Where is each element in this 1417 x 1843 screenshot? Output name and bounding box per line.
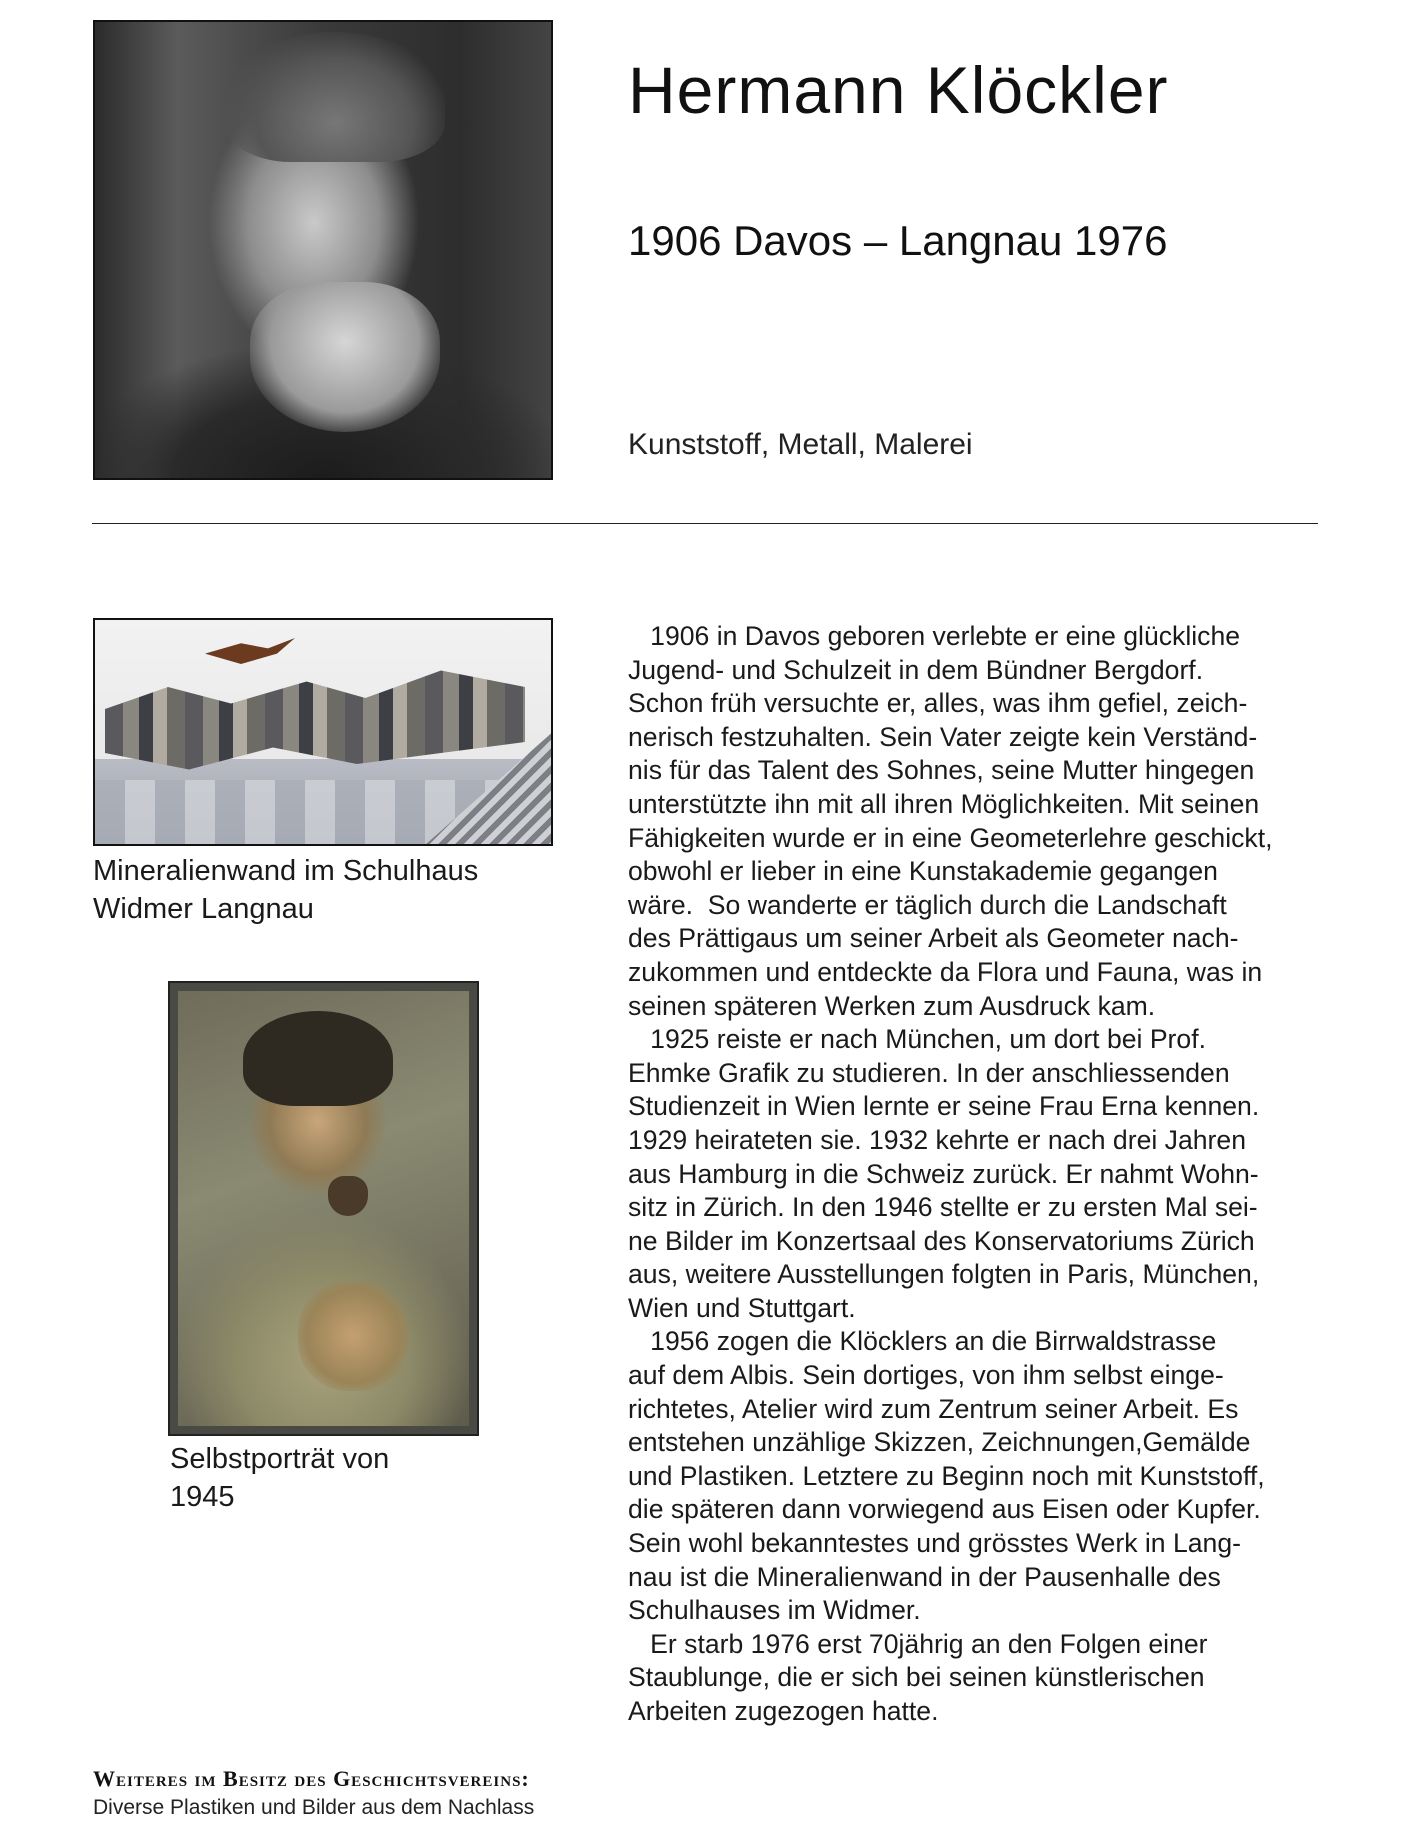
biography-line: Jugend- und Schulzeit in dem Bündner Bergdorf. bbox=[628, 654, 1204, 685]
biography-line: 1906 in Davos geboren verlebte er eine glückliche bbox=[628, 621, 1241, 651]
media-line: Kunststoff, Metall, Malerei bbox=[628, 428, 973, 461]
biography-line: Arbeiten zugezogen hatte. bbox=[628, 1696, 939, 1726]
mineral-wall-photo bbox=[93, 618, 553, 846]
self-portrait-painting bbox=[170, 983, 477, 1434]
portrait-photo bbox=[93, 20, 553, 480]
biography-line: Sein wohl bekanntestes und grösstes Werk in Lang- bbox=[628, 1528, 1241, 1559]
biography-line: ne Bilder im Konzertsaal des Konservatoriums Zürich bbox=[628, 1225, 1255, 1256]
biography-line: die späteren dann vorwiegend aus Eisen oder Kupfer. bbox=[628, 1494, 1261, 1525]
footer-heading: Weiteres im Besitz des Geschichtsvereins: bbox=[93, 1766, 530, 1791]
biography-line: aus Hamburg in die Schweiz zurück. Er nahmt Wohn- bbox=[628, 1158, 1259, 1189]
footer-note: Diverse Plastiken und Bilder aus dem Nachlass bbox=[93, 1796, 535, 1819]
biography-line: Studienzeit in Wien lernte er seine Frau Erna kennen. bbox=[628, 1091, 1260, 1122]
biography-line: nis für das Talent des Sohnes, seine Mutter hingegen bbox=[628, 755, 1255, 786]
biography-line: unterstützte ihn mit all ihren Möglichkeiten. Mit seinen bbox=[628, 788, 1260, 819]
biography-line: nerisch festzuhalten. Sein Vater zeigte kein Verständ- bbox=[628, 721, 1258, 752]
selfportrait-caption-line: Selbstporträt von bbox=[170, 1443, 390, 1475]
biography-line: obwohl er lieber in eine Kunstakademie gegangen bbox=[628, 856, 1218, 887]
painting-hand bbox=[298, 1281, 408, 1391]
biography-line: Schulhauses im Widmer. bbox=[628, 1595, 921, 1626]
portrait-beard bbox=[250, 282, 440, 432]
biography-line: Schon früh versuchte er, alles, was ihm gefiel, zeich- bbox=[628, 688, 1248, 719]
page-title: Hermann Klöckler bbox=[628, 53, 1169, 127]
life-dates: 1906 Davos – Langnau 1976 bbox=[628, 217, 1168, 264]
biography-line: zukommen und entdeckte da Flora und Fauna, was in bbox=[628, 956, 1263, 987]
mural-caption bbox=[93, 852, 478, 928]
biography-line: sitz in Zürich. In den 1946 stellte er zu ersten Mal sei- bbox=[628, 1192, 1258, 1223]
biography-line: 1956 zogen die Klöcklers an die Birrwaldstrasse bbox=[628, 1326, 1217, 1357]
biography-text bbox=[628, 620, 1298, 1729]
biography-line: auf dem Albis. Sein dortiges, von ihm selbst einge- bbox=[628, 1360, 1224, 1391]
mural-artwork bbox=[105, 665, 525, 775]
selfportrait-caption bbox=[170, 1440, 389, 1516]
biography-line: Staublunge, die er sich bei seinen künstlerischen bbox=[628, 1662, 1205, 1693]
mural-caption-line: Mineralienwand im Schulhaus bbox=[93, 855, 479, 887]
biography-line: und Plastiken. Letztere zu Beginn noch mit Kunststoff, bbox=[628, 1460, 1265, 1491]
biography-line: nau ist die Mineralienwand in der Pausenhalle des bbox=[628, 1561, 1221, 1592]
biography-line: seinen späteren Werken zum Ausdruck kam. bbox=[628, 990, 1156, 1021]
divider bbox=[92, 523, 1318, 524]
biography-line: des Prättigaus um seiner Arbeit als Geometer nach- bbox=[628, 923, 1239, 954]
biography-line: richtetes, Atelier wird zum Zentrum seiner Arbeit. Es bbox=[628, 1393, 1239, 1424]
biography-line: Er starb 1976 erst 70jährig an den Folgen einer bbox=[628, 1628, 1208, 1659]
biography-line: Ehmke Grafik zu studieren. In der anschliessenden bbox=[628, 1057, 1230, 1088]
portrait-hair bbox=[225, 32, 445, 162]
biography-line: aus, weitere Ausstellungen folgten in Paris, München, bbox=[628, 1259, 1260, 1290]
mural-caption-line: Widmer Langnau bbox=[93, 893, 314, 925]
biography-line: entstehen unzählige Skizzen, Zeichnungen,Gemälde bbox=[628, 1427, 1251, 1458]
biography-line: wäre. So wanderte er täglich durch die Landschaft bbox=[628, 889, 1227, 920]
biography-line: 1925 reiste er nach München, um dort bei Prof. bbox=[628, 1024, 1206, 1055]
biography-line: Wien und Stuttgart. bbox=[628, 1292, 856, 1323]
mural-bird-sculpture bbox=[205, 638, 295, 664]
painting-hair bbox=[243, 1011, 393, 1106]
painting-pipe bbox=[328, 1176, 368, 1216]
biography-line: 1929 heirateten sie. 1932 kehrte er nach drei Jahren bbox=[628, 1124, 1246, 1155]
selfportrait-caption-line: 1945 bbox=[170, 1481, 235, 1513]
biography-line: Fähigkeiten wurde er in eine Geometerlehre geschickt, bbox=[628, 822, 1273, 853]
